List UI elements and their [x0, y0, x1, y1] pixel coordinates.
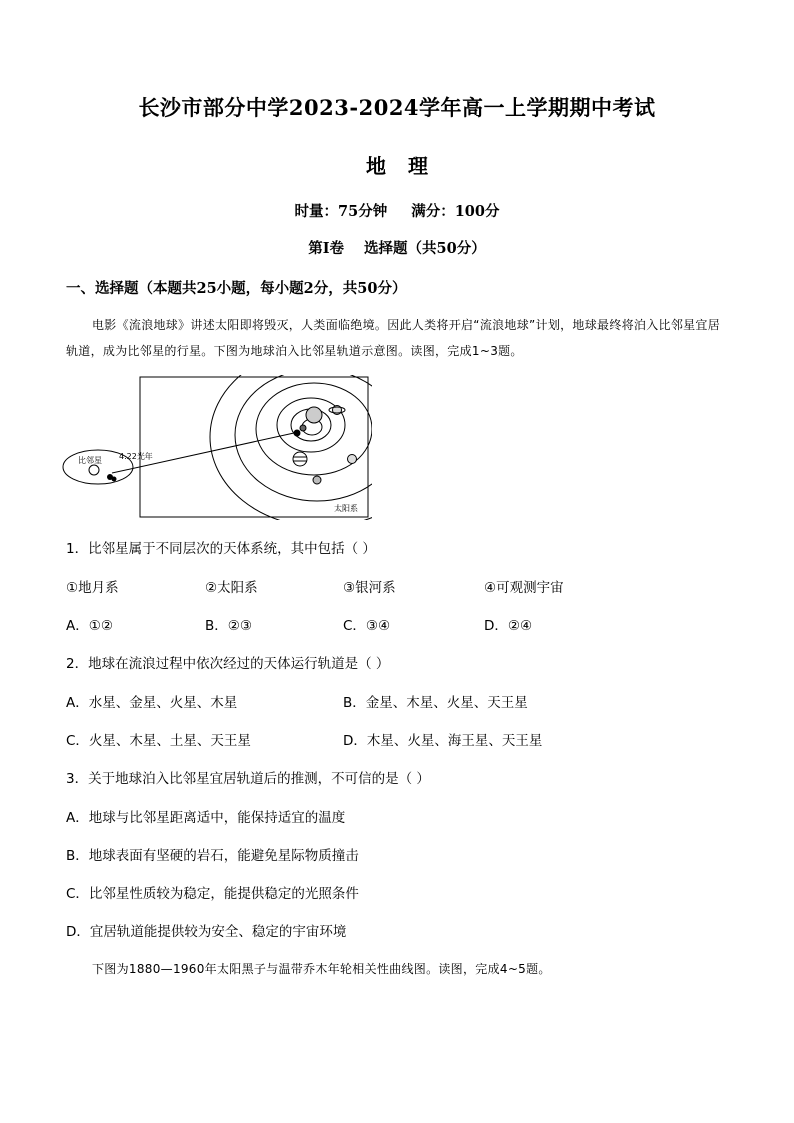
neptune [313, 476, 321, 484]
jupiter [293, 452, 307, 466]
q1-choice-1: ①地月系 [66, 580, 119, 596]
orbits [210, 375, 372, 520]
q2-option-c: C．火星、木星、土星、天王星 [66, 733, 251, 749]
question-1-stem: 1．比邻星属于不同层次的天体系统，其中包括（ ） [66, 541, 376, 557]
section-heading: 一、选择题（本题共25小题，每小题2分，共50分） [66, 280, 407, 297]
proxima-orbit-diagram [62, 375, 372, 520]
exam-title: 长沙市部分中学2023-2024学年高一上学期期中考试 [138, 95, 656, 120]
q2-option-b: B．金星、木星、火星、天王星 [343, 695, 528, 711]
label-distance: 4.22光年 [119, 452, 153, 461]
subject-name [0, 150, 794, 179]
volume-number: 第Ⅰ卷 [308, 240, 345, 257]
q3-option-a: A．地球与比邻星距离适中，能保持适宜的温度 [66, 810, 346, 826]
intro-paragraph-2: 下图为1880—1960年太阳黑子与温带乔木年轮相关性曲线图。读图，完成4~5题。 [92, 962, 551, 976]
exam-meta [0, 200, 794, 221]
subject-char-1: 地 [366, 154, 386, 178]
q1-option-b: B．②③ [205, 618, 252, 634]
solar-system-frame [140, 377, 368, 517]
q3-option-d: D．宜居轨道能提供较为安全、稳定的宇宙环境 [66, 924, 347, 940]
uranus [348, 455, 357, 464]
volume-desc: 选择题（共50分） [364, 240, 486, 257]
earth [294, 430, 301, 437]
label-proxima: 比邻星 [78, 456, 102, 465]
q1-option-d: D．②④ [484, 618, 533, 634]
subject-char-2: 理 [408, 154, 428, 178]
saturn [329, 406, 345, 415]
q2-option-d: D．木星、火星、海王星、天王星 [343, 733, 543, 749]
exam-time: 时量：75分钟 [294, 203, 388, 220]
planet-small [300, 425, 306, 431]
intro-paragraph-1: 电影《流浪地球》讲述太阳即将毁灭，人类面临绝境。因此人类将开启“流浪地球”计划，地球最终将泊入比邻星宜居轨道，成为比邻星的行星。下图为地球泊入比邻星轨道示意图。读图，完成1~3题。 [66, 318, 721, 358]
question-2-stem: 2．地球在流浪过程中依次经过的天体运行轨道是（ ） [66, 656, 390, 672]
q1-choice-2: ②太阳系 [205, 580, 258, 596]
q1-option-c: C．③④ [343, 618, 391, 634]
label-solar-system: 太阳系 [334, 504, 358, 513]
q1-option-a: A．①② [66, 618, 113, 634]
q3-option-b: B．地球表面有坚硬的岩石，能避免星际物质撞击 [66, 848, 359, 864]
proxima-star [89, 465, 99, 475]
moon-at-proxima [112, 477, 117, 482]
sun [306, 407, 322, 423]
q3-option-c: C．比邻星性质较为稳定，能提供稳定的光照条件 [66, 886, 359, 902]
q1-choice-3: ③银河系 [343, 580, 396, 596]
q2-option-a: A．水星、金星、火星、木星 [66, 695, 238, 711]
q1-choice-4: ④可观测宇宙 [484, 580, 564, 596]
exam-score: 满分：100分 [411, 203, 500, 220]
volume-heading [0, 237, 794, 258]
question-3-stem: 3．关于地球泊入比邻星宜居轨道后的推测，不可信的是（ ） [66, 771, 430, 787]
